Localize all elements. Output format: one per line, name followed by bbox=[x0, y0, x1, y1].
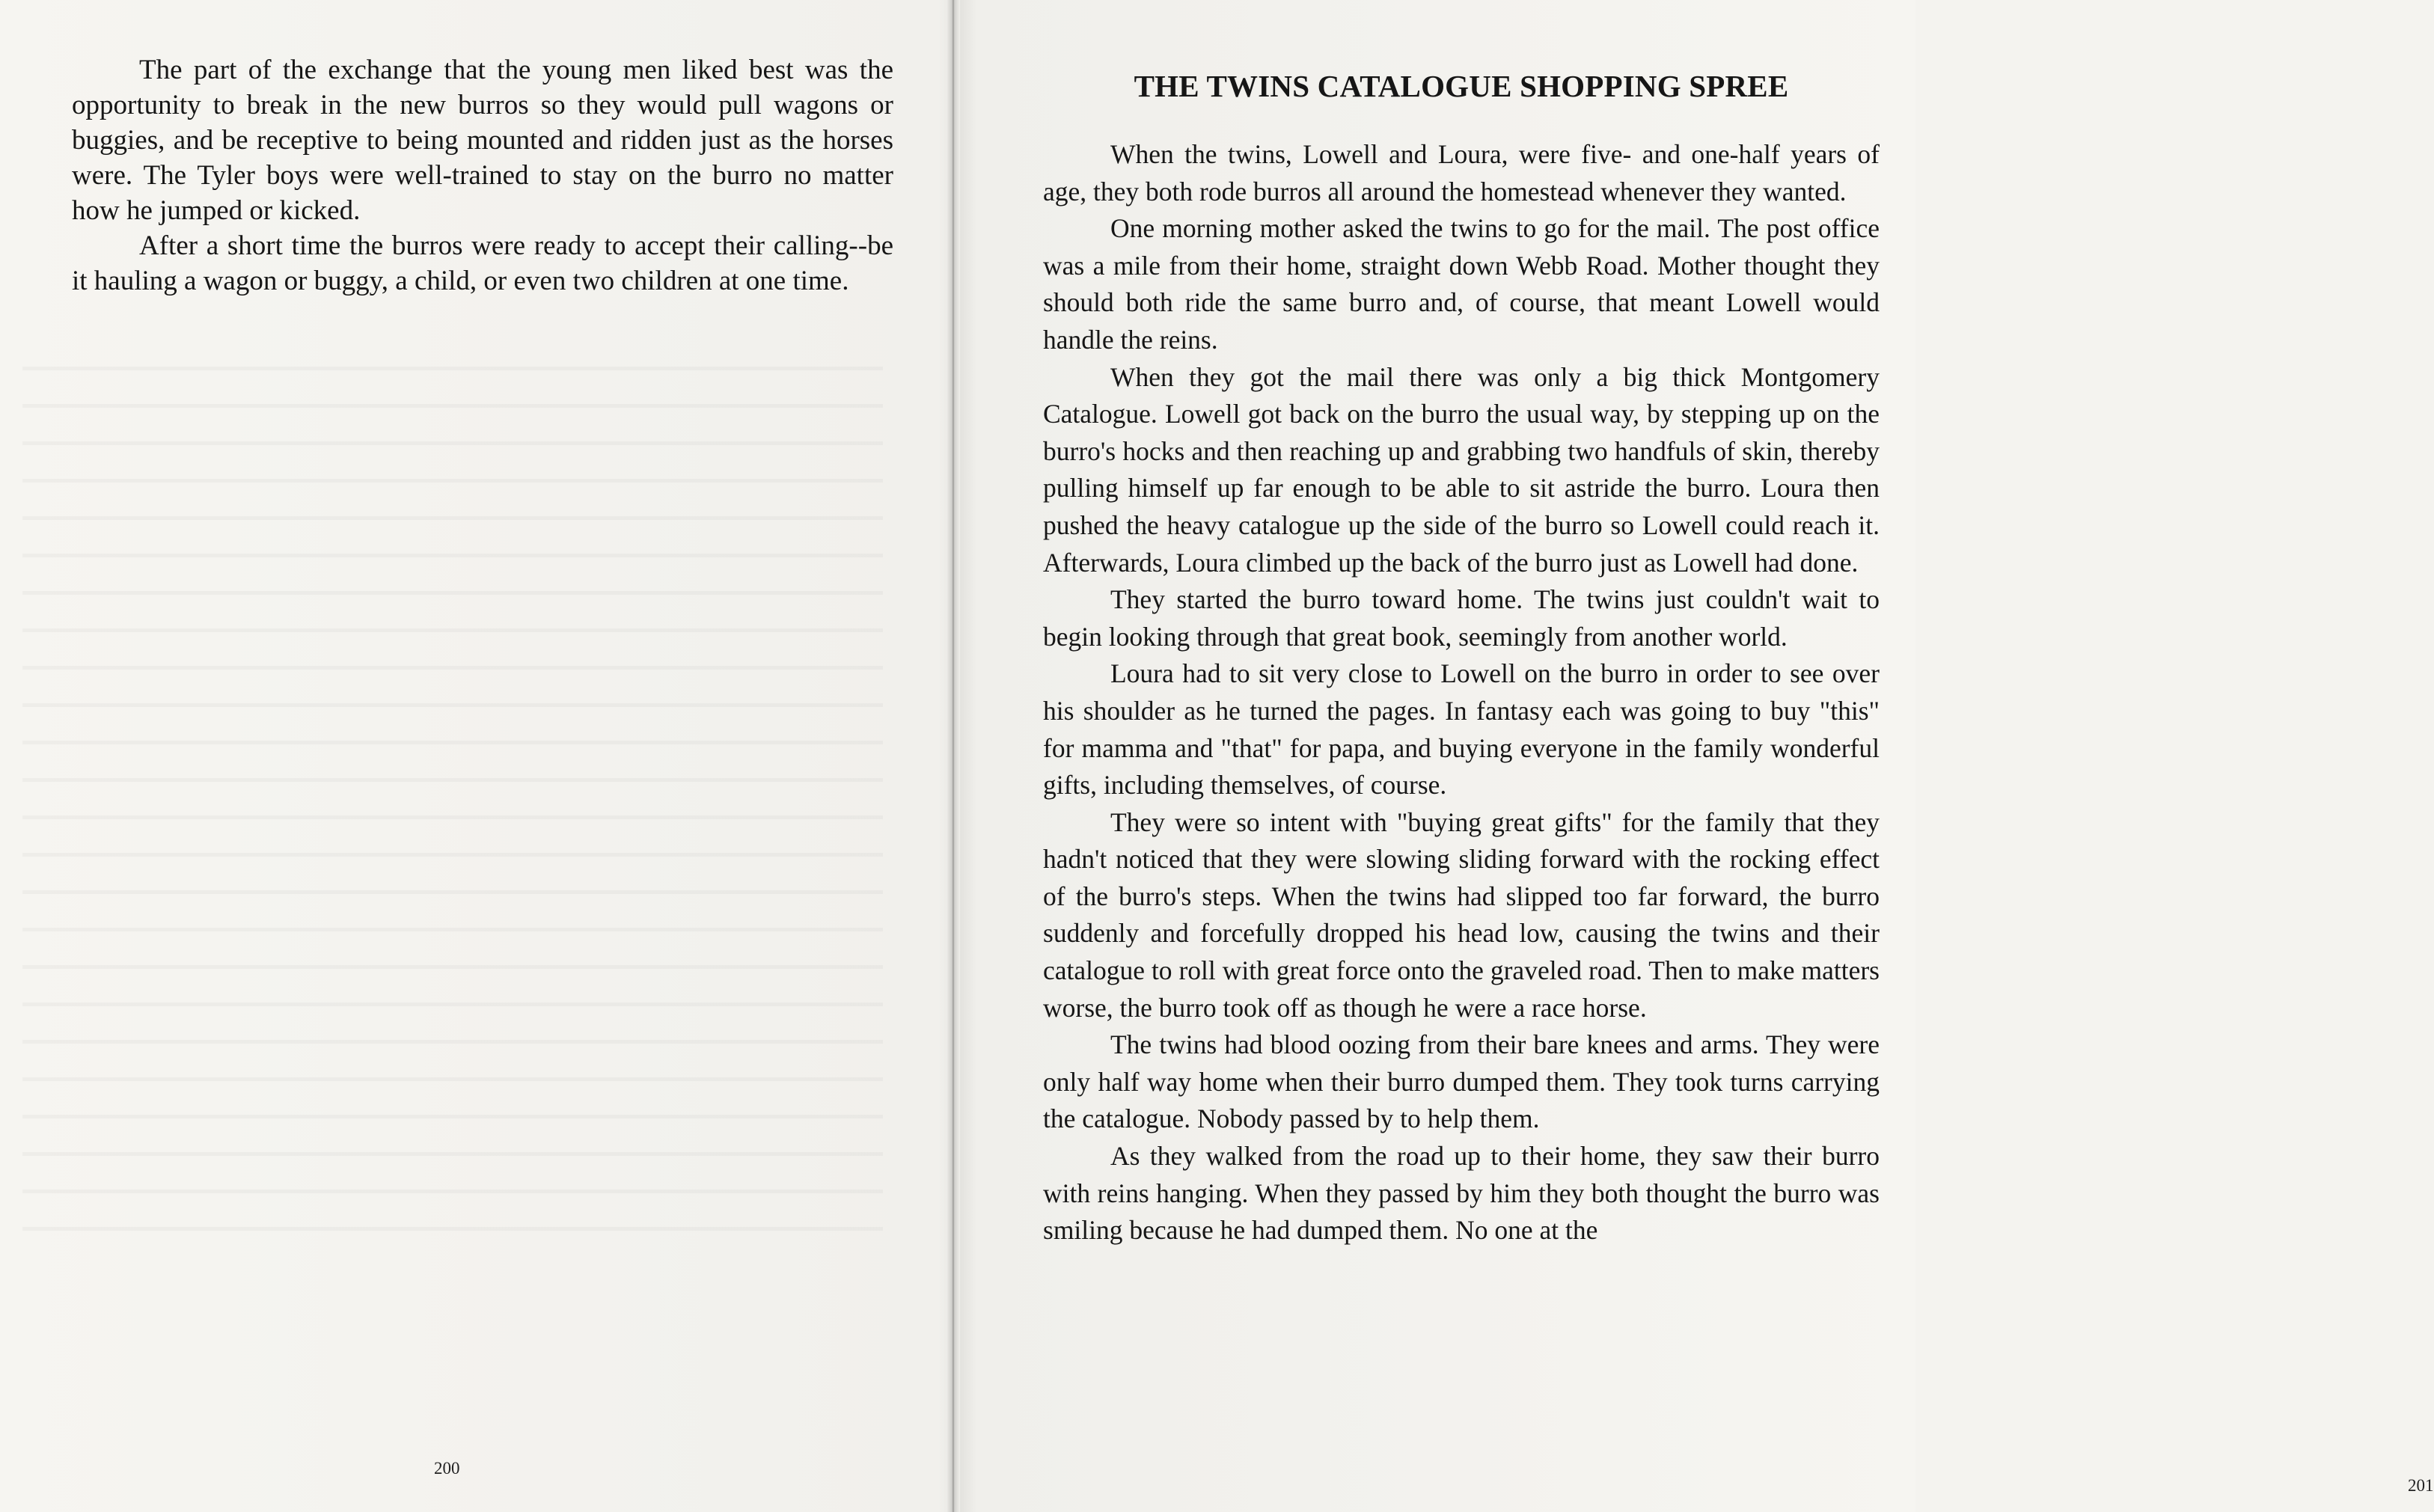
show-through-shadow bbox=[22, 344, 883, 1257]
right-page-text bbox=[1043, 67, 1880, 1249]
paragraph: One morning mother asked the twins to go for the mail. The post office was a mile from their home, straight down Webb Road. Mother thought they should both ride the same burro and, of course, that meant Lowell would handle the reins. bbox=[1043, 213, 1880, 355]
left-page-text bbox=[72, 52, 893, 299]
left-page bbox=[0, 0, 947, 1512]
page-number: 201 bbox=[2408, 1476, 2434, 1495]
chapter-title: THE TWINS CATALOGUE SHOPPING SPREE bbox=[1134, 69, 1789, 103]
paragraph: They started the burro toward home. The twins just couldn't wait to begin looking through that great book, seemingly from another world. bbox=[1043, 584, 1880, 652]
paragraph: After a short time the burros were ready to accept their calling--be it hauling a wagon or buggy, a child, or even two children at one time. bbox=[72, 230, 893, 296]
paragraph: When the twins, Lowell and Loura, were five- and one-half years of age, they both rode burros all around the homestead whenever they wanted. bbox=[1043, 139, 1880, 206]
page-number: 200 bbox=[434, 1459, 460, 1478]
paragraph: Loura had to sit very close to Lowell on the burro in order to see over his shoulder as he turned the pages. In fantasy each was going to buy "this" for mamma and "that" for papa, and buying everyone in the family wonderful gifts, including themselves, of course. bbox=[1043, 658, 1880, 801]
paragraph: As they walked from the road up to their home, they saw their burro with reins hanging. When they passed by him they both thought the burro was smiling because he had dumped them. No one at the bbox=[1043, 1141, 1880, 1246]
right-page bbox=[958, 0, 2434, 1512]
paragraph: They were so intent with "buying great gifts" for the family that they hadn't noticed that they were slowing sliding forward with the rocking effect of the burro's steps. When the twins had slipped too far forward, the burro suddenly and forcefully dropped his head low, causing the twins and their catalogue to roll with great force onto the graveled road. Then to make matters worse, the burro took off as though he were a race horse. bbox=[1043, 806, 1880, 1023]
paragraph: The twins had blood oozing from their bare knees and arms. They were only half way home when their burro dumped them. They took turns carrying the catalogue. Nobody passed by to help them. bbox=[1043, 1029, 1880, 1134]
paragraph: The part of the exchange that the young men liked best was the opportunity to break in the new burros so they would pull wagons or buggies, and be receptive to being mounted and ridden just as the horses were. The Tyler boys were well-trained to stay on the burro no matter how he jumped or kicked. bbox=[72, 55, 893, 226]
paragraph: When they got the mail there was only a big thick Montgomery Catalogue. Lowell got back on the burro the usual way, by stepping up on the burro's hocks and then reaching up and grabbing two handfuls of skin, thereby pulling himself up far enough to be able to sit astride the burro. Loura then pushed the heavy catalogue up the side of the burro so Lowell could reach it. Afterwards, Loura climbed up the back of the burro just as Lowell had done. bbox=[1043, 361, 1880, 578]
